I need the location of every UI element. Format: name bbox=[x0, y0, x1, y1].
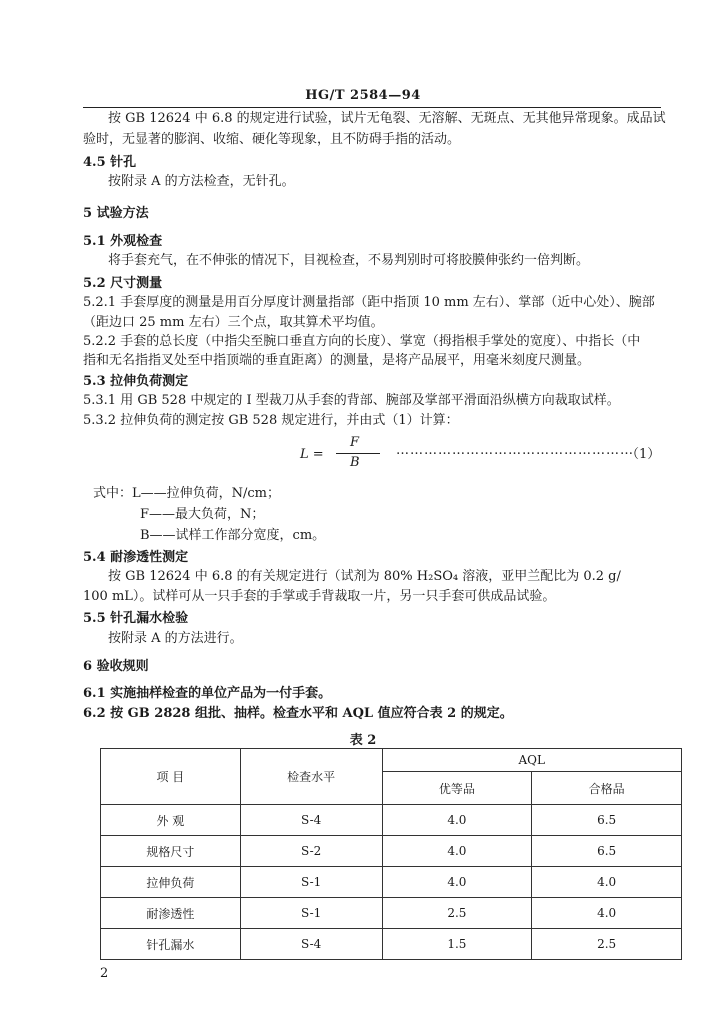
cell-qualified: 2.5 bbox=[532, 929, 682, 960]
formula-numerator: F bbox=[350, 435, 360, 450]
paragraph-line: 5.3.1 用 GB 528 中规定的 I 型裁刀从手套的背部、腕部及掌部平滑面沿纵横方向裁取试样。 bbox=[83, 393, 620, 408]
cell-level: S-4 bbox=[240, 929, 382, 960]
cell-item: 规格尺寸 bbox=[101, 836, 241, 867]
table-row bbox=[101, 805, 682, 836]
cell-level: S-2 bbox=[240, 836, 382, 867]
cell-first: 4.0 bbox=[382, 805, 532, 836]
header-qualified: 合格品 bbox=[532, 772, 682, 805]
cell-first: 1.5 bbox=[382, 929, 532, 960]
header-inspection-level: 检查水平 bbox=[240, 749, 382, 805]
cell-level: S-1 bbox=[240, 898, 382, 929]
table-row bbox=[101, 836, 682, 867]
header-item: 项 目 bbox=[101, 749, 241, 805]
section-heading-5-4: 5.4 耐渗透性测定 bbox=[83, 550, 189, 565]
cell-first: 4.0 bbox=[382, 836, 532, 867]
section-heading-6-1: 6.1 实施抽样检查的单位产品为一付手套。 bbox=[83, 686, 332, 701]
formula-denominator: B bbox=[350, 455, 360, 470]
paragraph-line: 按 GB 12624 中 6.8 的有关规定进行（试剂为 80% H₂SO₄ 溶液，亚甲兰配比为 0.2 g/ bbox=[108, 569, 621, 584]
paragraph-line: （距边口 25 mm 左右）三个点，取其算术平均值。 bbox=[83, 315, 384, 330]
where-line: F——最大负荷，N； bbox=[140, 507, 265, 522]
cell-level: S-4 bbox=[240, 805, 382, 836]
paragraph-line: 将手套充气，在不伸张的情况下，目视检查，不易判别时可将胶膜伸张约一倍判断。 bbox=[108, 253, 590, 268]
paragraph-line: 指和无名指指叉处至中指顶端的垂直距离）的测量，是将产品展平，用毫米刻度尺测量。 bbox=[83, 353, 591, 368]
cell-level: S-1 bbox=[240, 867, 382, 898]
cell-first: 4.0 bbox=[382, 867, 532, 898]
section-heading-4-5: 4.5 针孔 bbox=[83, 155, 137, 170]
cell-first: 2.5 bbox=[382, 898, 532, 929]
table-row bbox=[101, 929, 682, 960]
cell-item: 针孔漏水 bbox=[101, 929, 241, 960]
header-first-grade: 优等品 bbox=[382, 772, 532, 805]
cell-qualified: 6.5 bbox=[532, 805, 682, 836]
where-line: B——试样工作部分宽度，cm。 bbox=[140, 528, 326, 543]
formula-1 bbox=[300, 435, 661, 473]
section-heading-6: 6 验收规则 bbox=[83, 659, 149, 674]
section-heading-6-2: 6.2 按 GB 2828 组批、抽样。检查水平和 AQL 值应符合表 2 的规定。 bbox=[83, 706, 513, 721]
fraction-bar bbox=[336, 453, 380, 454]
section-heading-5: 5 试验方法 bbox=[83, 206, 149, 221]
aql-table bbox=[100, 748, 682, 960]
section-heading-5-5: 5.5 针孔漏水检验 bbox=[83, 611, 189, 626]
page-number: 2 bbox=[100, 966, 109, 981]
paragraph-line: 5.2.2 手套的总长度（中指尖至腕口垂直方向的长度）、掌宽（拇指根手掌处的宽度）、中指长（中 bbox=[83, 334, 641, 349]
formula-leader-dots: …………………………………………… bbox=[396, 443, 634, 458]
cell-qualified: 4.0 bbox=[532, 867, 682, 898]
section-heading-5-1: 5.1 外观检查 bbox=[83, 234, 163, 249]
paragraph-line: 5.2.1 手套厚度的测量是用百分厚度计测量指部（距中指顶 10 mm 左右）、掌部（近中心处）、腕部 bbox=[83, 295, 655, 310]
header-rule bbox=[83, 107, 661, 108]
section-heading-5-2: 5.2 尺寸测量 bbox=[83, 276, 163, 291]
cell-item: 外 观 bbox=[101, 805, 241, 836]
paragraph-line: 5.3.2 拉伸负荷的测定按 GB 528 规定进行，并由式（1）计算： bbox=[83, 413, 459, 428]
where-line: 式中：L——拉伸负荷，N/cm； bbox=[93, 486, 280, 501]
paragraph-line: 按 GB 12624 中 6.8 的规定进行试验，试片无龟裂、无溶解、无斑点、无其他异常现象。成品试 bbox=[108, 111, 666, 126]
cell-item: 耐渗透性 bbox=[101, 898, 241, 929]
paragraph-line: 按附录 A 的方法检查，无针孔。 bbox=[108, 174, 295, 189]
equation-number: （1） bbox=[626, 447, 661, 462]
table-caption: 表 2 bbox=[349, 733, 377, 748]
paragraph-line: 100 mL）。试样可从一只手套的手掌或手背裁取一片，另一只手套可供成品试验。 bbox=[83, 589, 556, 604]
section-heading-5-3: 5.3 拉伸负荷测定 bbox=[83, 374, 189, 389]
cell-qualified: 6.5 bbox=[532, 836, 682, 867]
standard-code-header: HG/T 2584—94 bbox=[305, 88, 421, 103]
table-row bbox=[101, 898, 682, 929]
cell-item: 拉伸负荷 bbox=[101, 867, 241, 898]
formula-lhs: L = bbox=[300, 447, 324, 462]
cell-qualified: 4.0 bbox=[532, 898, 682, 929]
header-aql: AQL bbox=[382, 749, 682, 772]
paragraph-line: 验时，无显著的膨润、收缩、硬化等现象，且不防碍手指的活动。 bbox=[83, 132, 461, 147]
paragraph-line: 按附录 A 的方法进行。 bbox=[108, 631, 243, 646]
table-row bbox=[101, 867, 682, 898]
